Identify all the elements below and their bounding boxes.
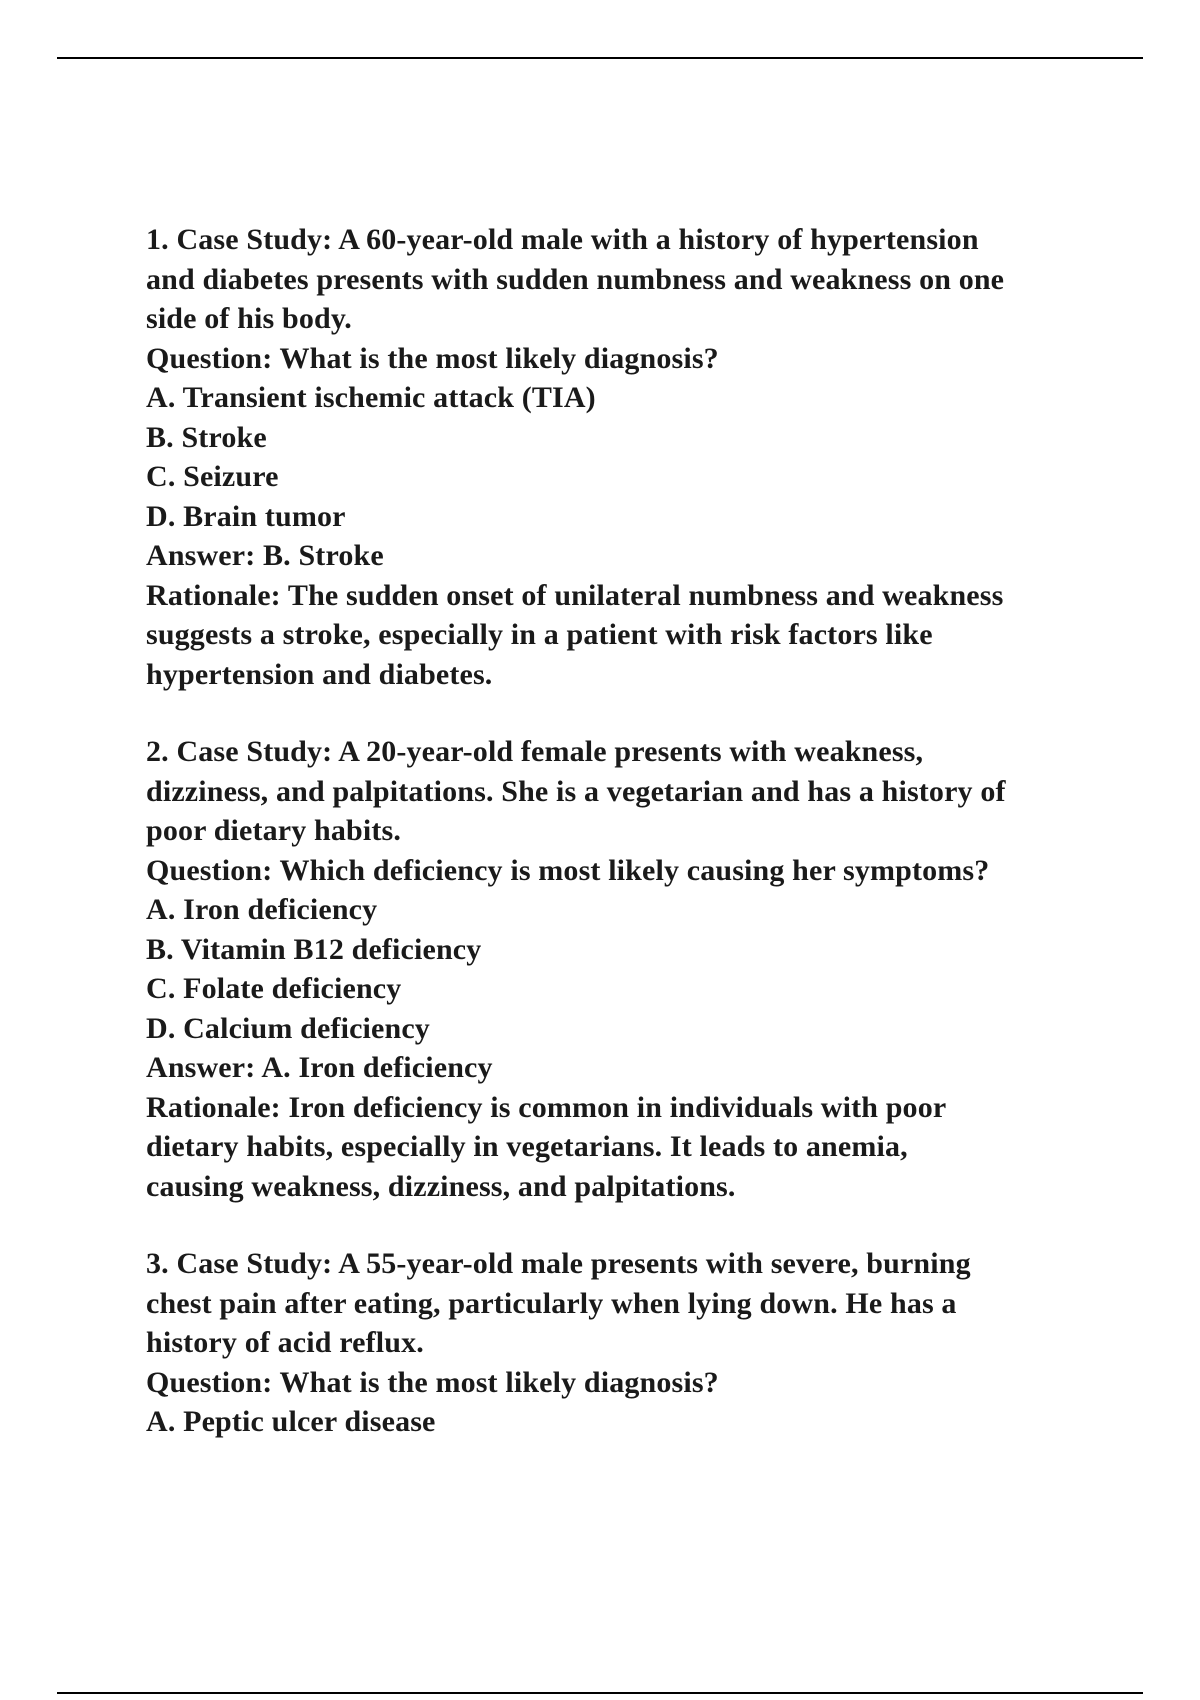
option-c: C. Folate deficiency [146, 972, 402, 1005]
document-body [146, 220, 1146, 1442]
case-study-text: 1. Case Study: A 60-year-old male with a history of hypertension [146, 223, 979, 256]
question-block-1 [146, 220, 1146, 694]
option-d: D. Brain tumor [146, 499, 346, 533]
case-study-text: history of acid reflux. [146, 1326, 424, 1359]
option-b: B. Vitamin B12 deficiency [146, 932, 482, 966]
question-text: Question: What is the most likely diagnosis? [146, 1365, 719, 1399]
rationale-text: suggests a stroke, especially in a patient with risk factors like [146, 618, 933, 651]
case-study-text: side of his body. [146, 302, 352, 335]
case-study-text: 3. Case Study: A 55-year-old male presents with severe, burning [146, 1247, 971, 1280]
option-c: C. Seizure [146, 460, 279, 493]
case-study-text: dizziness, and palpitations. She is a vegetarian and has a history of [146, 774, 1006, 808]
rationale-text: Rationale: Iron deficiency is common in individuals with poor [146, 1090, 947, 1124]
paragraph-gap [146, 1206, 1146, 1244]
rationale-text: causing weakness, dizziness, and palpitations. [146, 1169, 736, 1203]
rationale-text: Rationale: The sudden onset of unilateral numbness and weakness [146, 578, 1004, 612]
question-block-3 [146, 1244, 1146, 1442]
option-a: A. Iron deficiency [146, 893, 378, 926]
case-study-text: chest pain after eating, particularly when lying down. He has a [146, 1286, 957, 1320]
top-rule [57, 57, 1143, 59]
option-d: D. Calcium deficiency [146, 1011, 430, 1045]
case-study-text: poor dietary habits. [146, 814, 401, 847]
case-study-text: and diabetes presents with sudden numbness and weakness on one [146, 262, 1005, 296]
question-text: Question: Which deficiency is most likely causing her symptoms? [146, 853, 990, 887]
option-b: B. Stroke [146, 420, 267, 454]
answer-text: Answer: B. Stroke [146, 539, 384, 572]
case-study-text: 2. Case Study: A 20-year-old female presents with weakness, [146, 735, 924, 768]
bottom-rule [57, 1692, 1143, 1694]
question-text: Question: What is the most likely diagnosis? [146, 341, 719, 375]
option-a: A. Transient ischemic attack (TIA) [146, 381, 596, 414]
question-block-2 [146, 732, 1146, 1206]
paragraph-gap [146, 694, 1146, 732]
rationale-text: dietary habits, especially in vegetarians. It leads to anemia, [146, 1130, 908, 1163]
option-a: A. Peptic ulcer disease [146, 1405, 436, 1438]
rationale-text: hypertension and diabetes. [146, 657, 493, 691]
answer-text: Answer: A. Iron deficiency [146, 1051, 493, 1084]
